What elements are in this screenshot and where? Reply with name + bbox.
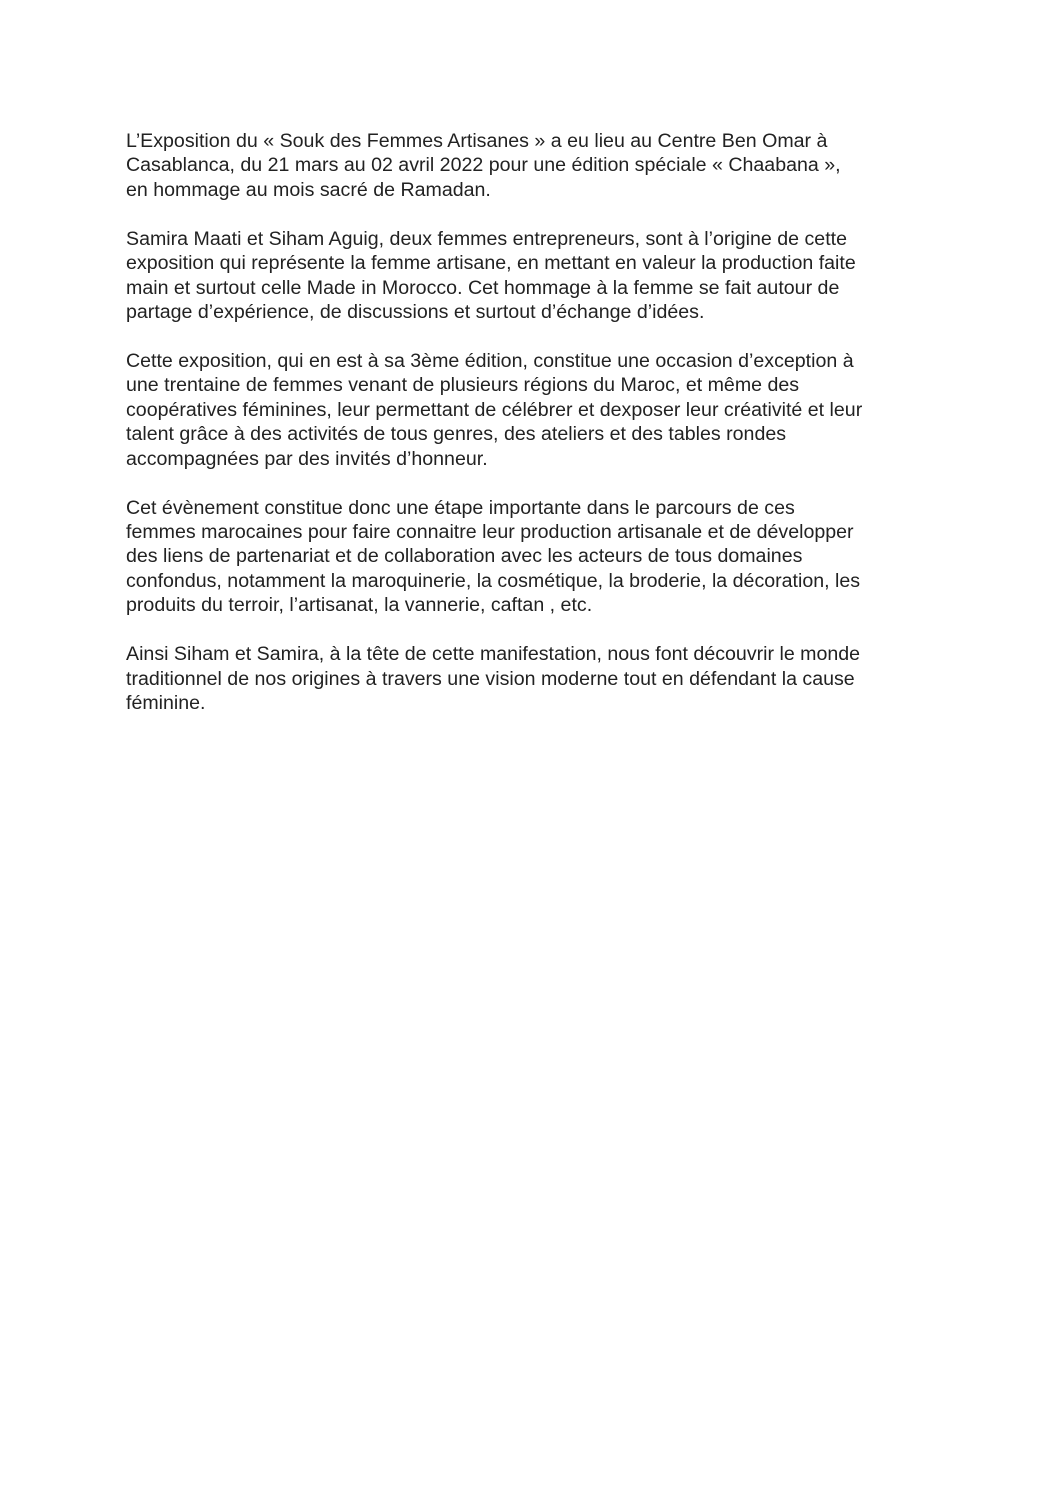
- text-line: confondus, notamment la maroquinerie, la cosmétique, la broderie, la décoration, les: [126, 569, 861, 592]
- text-line: femmes marocaines pour faire connaitre leur production artisanale et de développer: [126, 521, 854, 544]
- paragraph-1: [126, 129, 946, 202]
- text-line: accompagnées par des invités d’honneur.: [126, 447, 488, 470]
- text-line: en hommage au mois sacré de Ramadan.: [126, 178, 491, 201]
- text-line: Casablanca, du 21 mars au 02 avril 2022 pour une édition spéciale « Chaabana »,: [126, 154, 841, 177]
- paragraph-4: [126, 496, 946, 618]
- text-line: talent grâce à des activités de tous genres, des ateliers et des tables rondes: [126, 423, 787, 446]
- text-line: coopératives féminines, leur permettant de célébrer et dexposer leur créativité et leur: [126, 398, 863, 421]
- document-body: [126, 129, 946, 740]
- paragraph-5: [126, 642, 946, 715]
- text-line: Ainsi Siham et Samira, à la tête de cette manifestation, nous font découvrir le monde: [126, 643, 861, 666]
- text-line: main et surtout celle Made in Morocco. Cet hommage à la femme se fait autour de: [126, 276, 840, 299]
- text-line: des liens de partenariat et de collaboration avec les acteurs de tous domaines: [126, 545, 803, 568]
- text-line: une trentaine de femmes venant de plusieurs régions du Maroc, et même des: [126, 374, 800, 397]
- paragraph-3: [126, 349, 946, 471]
- text-line: Cet évènement constitue donc une étape importante dans le parcours de ces: [126, 496, 795, 519]
- text-line: Samira Maati et Siham Aguig, deux femmes entrepreneurs, sont à l’origine de cette: [126, 227, 847, 250]
- text-line: exposition qui représente la femme artisane, en mettant en valeur la production faite: [126, 252, 856, 275]
- text-line: féminine.: [126, 692, 206, 715]
- text-line: produits du terroir, l’artisanat, la vannerie, caftan , etc.: [126, 594, 593, 617]
- text-line: partage d’expérience, de discussions et surtout d’échange d’idées.: [126, 301, 705, 324]
- paragraph-2: [126, 227, 946, 325]
- text-line: L’Exposition du « Souk des Femmes Artisanes » a eu lieu au Centre Ben Omar à: [126, 130, 828, 152]
- text-line: traditionnel de nos origines à travers une vision moderne tout en défendant la cause: [126, 667, 855, 690]
- text-line: Cette exposition, qui en est à sa 3ème édition, constitue une occasion d’exception à: [126, 350, 854, 373]
